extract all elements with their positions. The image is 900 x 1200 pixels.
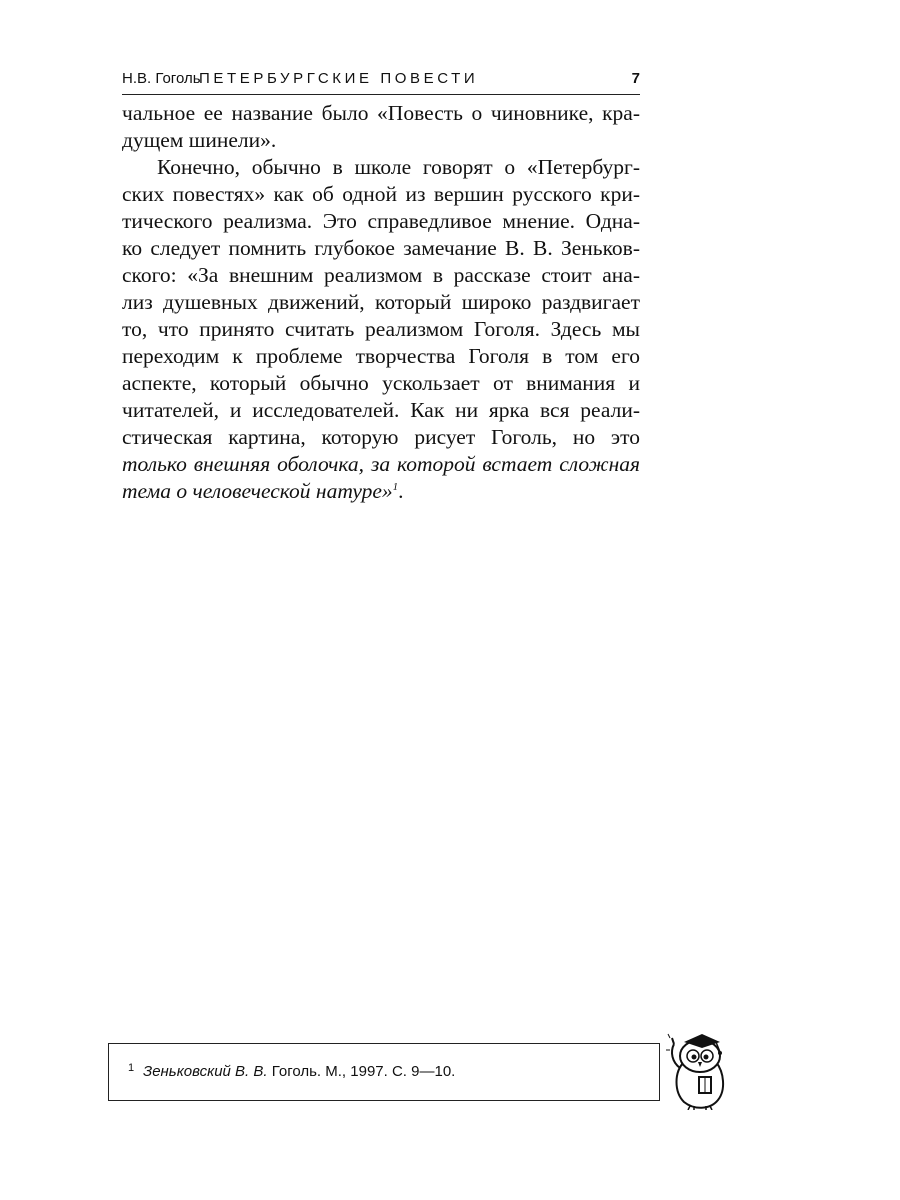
text-line: читателей, и исследователей. Как ни ярка вся реали- bbox=[122, 398, 640, 422]
footnote-mark: 1 bbox=[128, 1062, 135, 1074]
text-line-italic: тема о человеческой натуре» bbox=[122, 479, 393, 503]
footnote-author: Зеньковский В. В. bbox=[143, 1063, 268, 1080]
text-line: Конечно, обычно в школе говорят о «Петербург- bbox=[157, 155, 640, 179]
owl-icon bbox=[664, 1028, 734, 1110]
text-line: тического реализма. Это справедливое мнение. Одна- bbox=[122, 209, 640, 233]
text-line: только внешняя оболочка, за которой встает сложная bbox=[122, 452, 640, 476]
text-line: стическая картина, которую рисует Гоголь, но это bbox=[122, 425, 640, 449]
footnote-rest: Гоголь. М., 1997. С. 9—10. bbox=[267, 1063, 456, 1080]
footnote-text bbox=[143, 1063, 455, 1080]
text-line: ко следует помнить глубокое замечание В. В. Зеньков- bbox=[122, 236, 640, 260]
text-line: ских повестях» как об одной из вершин русского кри- bbox=[122, 182, 640, 206]
main-text bbox=[122, 100, 640, 505]
header-book-title: ПЕТЕРБУРГСКИЕ ПОВЕСТИ bbox=[199, 70, 479, 87]
text-line-last bbox=[122, 478, 640, 505]
page-number: 7 bbox=[631, 70, 640, 87]
footnote-reference[interactable]: 1 bbox=[392, 480, 399, 493]
final-period: . bbox=[398, 479, 404, 503]
text-line: то, что принято считать реализмом Гоголя. Здесь мы bbox=[122, 317, 640, 341]
text-line: чальное ее название было «Повесть о чиновнике, кра- bbox=[122, 101, 640, 125]
running-header bbox=[122, 70, 640, 95]
text-line: лиз душевных движений, который широко раздвигает bbox=[122, 290, 640, 314]
header-author: Н.В. Гоголь bbox=[122, 70, 201, 87]
text-line: дущем шинели». bbox=[122, 128, 277, 152]
text-line: переходим к проблеме творчества Гоголя в том его bbox=[122, 344, 640, 368]
text-line: аспекте, который обычно ускользает от внимания и bbox=[122, 371, 640, 395]
footnote-box bbox=[108, 1043, 660, 1101]
text-line: ского: «За внешним реализмом в рассказе стоит ана- bbox=[122, 263, 640, 287]
